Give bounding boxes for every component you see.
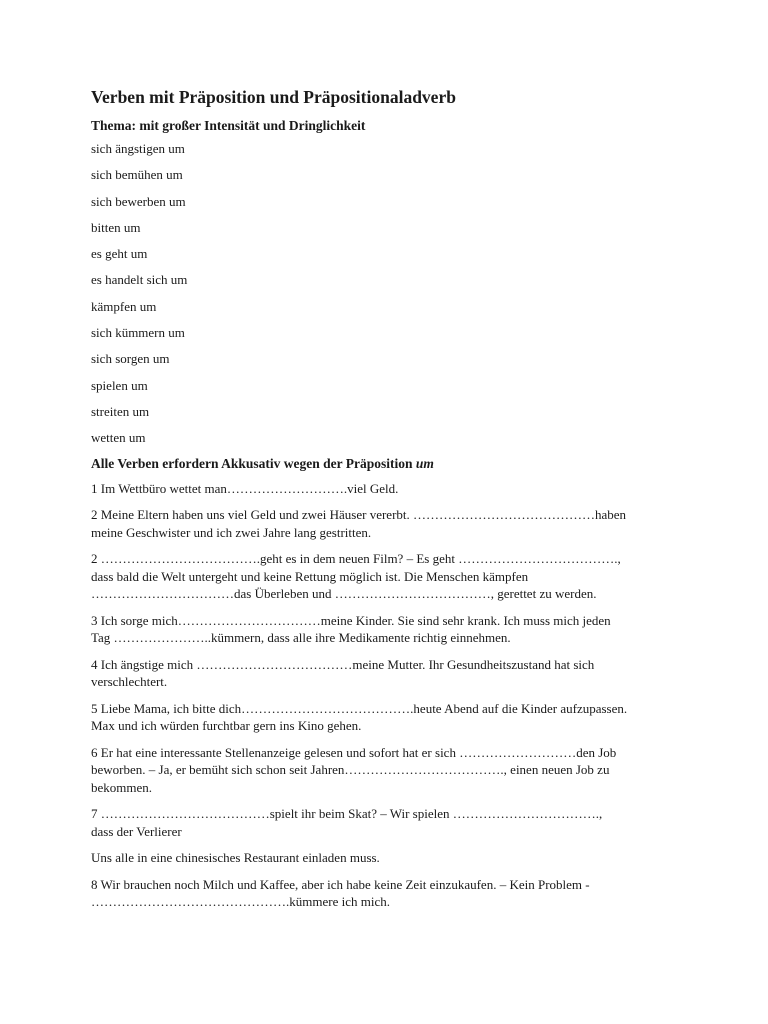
- grammar-note-text: Alle Verben erfordern Akkusativ wegen der Präposition: [91, 455, 416, 471]
- document-title: Verben mit Präposition und Präpositionaladverb: [91, 87, 456, 107]
- verb-item: sich bewerben um: [91, 193, 186, 209]
- exercise-item: Uns alle in eine chinesisches Restaurant einladen muss.: [91, 850, 380, 866]
- verb-list: [91, 141, 691, 446]
- verb-item: sich sorgen um: [91, 351, 170, 367]
- theme-heading: Thema: mit großer Intensität und Dringlichkeit: [91, 118, 366, 133]
- exercise-item: 2 ……………………………….geht es in dem neuen Film? – Es geht ………………………………., dass bald die Welt untergeht und keine Rettung möglich ist. Die Menschen kämpfen ……………………………das Überleben und ………………………………, gerettet zu werden.: [91, 551, 621, 602]
- verb-item: sich kümmern um: [91, 325, 185, 341]
- exercise-item: 3 Ich sorge mich……………………………meine Kinder. Sie sind sehr krank. Ich muss mich jeden Tag …………………..kümmern, dass alle ihre Medikamente richtig einnehmen.: [91, 612, 611, 646]
- verb-item: sich ängstigen um: [91, 141, 185, 156]
- verb-item: es geht um: [91, 246, 148, 262]
- verb-item: spielen um: [91, 377, 148, 393]
- exercise-item: 7 …………………………………spielt ihr beim Skat? – Wir spielen ……………………………., dass der Verlierer: [91, 806, 603, 839]
- verb-item: kämpfen um: [91, 298, 157, 314]
- grammar-note-emphasis: um: [415, 455, 434, 471]
- verb-item: sich bemühen um: [91, 167, 183, 183]
- verb-item: wetten um: [91, 430, 146, 446]
- exercise-item: 6 Er hat eine interessante Stellenanzeige gelesen und sofort hat er sich ………………………den Job beworben. – Ja, er bemüht sich schon seit Jahren………………………………., einen neuen Job zu bekommen.: [91, 744, 617, 795]
- exercise-item: 1 Im Wettbüro wettet man……………………….viel Geld.: [91, 480, 399, 496]
- exercise-item: 2 Meine Eltern haben uns viel Geld und zwei Häuser vererbt. ……………………………………haben meine Geschwister und ich zwei Jahre lang gestritten.: [91, 507, 627, 540]
- grammar-note: [91, 455, 691, 473]
- verb-item: es handelt sich um: [91, 272, 188, 288]
- verb-item: bitten um: [91, 219, 141, 235]
- document-page: [91, 86, 691, 920]
- exercise-item: 4 Ich ängstige mich ………………………………meine Mutter. Ihr Gesundheitszustand hat sich verschlechtert.: [91, 656, 595, 690]
- exercise-item: 8 Wir brauchen noch Milch und Kaffee, aber ich habe keine Zeit einzukaufen. – Kein Problem - ……………………………………….kümmere ich mich.: [91, 876, 590, 910]
- exercise-item: 5 Liebe Mama, ich bitte dich………………………………….heute Abend auf die Kinder aufzupassen. Max und ich würden furchtbar gern ins Kino gehen.: [91, 700, 628, 734]
- verb-item: streiten um: [91, 403, 150, 419]
